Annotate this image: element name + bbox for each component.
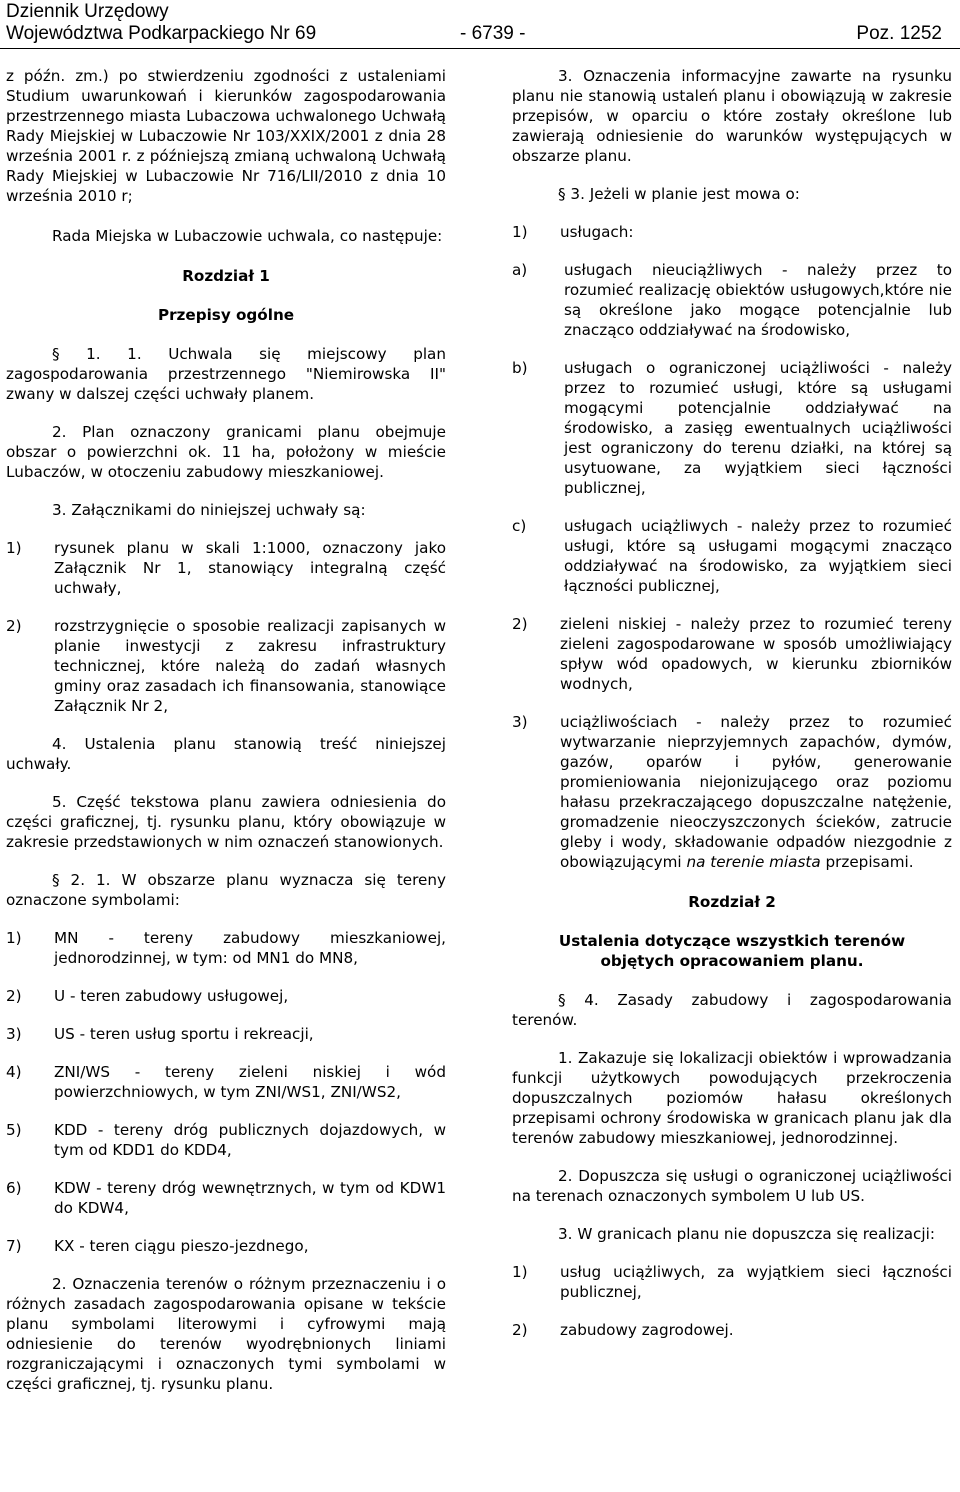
right-column — [512, 66, 952, 1340]
s4-p1: 1. Zakazuje się lokalizacji obiektów i wprowadzania funkcji użytkowych powodujących przekroczenia dopuszczalnych poziomów hałasu określonych przepisami ochrony środowiska w granicach planu jak dla terenów zabudowy mieszkaniowej, jednorodzinnej. — [512, 1049, 952, 1147]
s4-intro: § 4. Zasady zabudowy i zagospodarowania terenów. — [512, 991, 952, 1029]
intro-paragraph: z późn. zm.) po stwierdzeniu zgodności z ustaleniami Studium uwarunkowań i kierunków zagospodarowania przestrzennego miasta Lubaczowa uchwalonego Uchwałą Rady Miejskiej w Lubaczowie Nr 103/XXIX/2001 z dnia 28 września 2001 r. z późniejszą zmianą uchwaloną Uchwałą Rady Miejskiej w Lubaczowie Nr 716/LII/2010 z dnia 10 września 2010 r; — [6, 67, 446, 205]
resolution-clause: Rada Miejska w Lubaczowie uchwala, co następuje: — [52, 227, 443, 245]
s2-p1: § 2. 1. W obszarze planu wyznacza się tereny oznaczone symbolami: — [6, 871, 446, 909]
s2-p2: 2. Oznaczenia terenów o różnym przeznaczeniu i o różnych zasadach zagospodarowania opisane w tekście planu symbolami literowymi i cyfrowymi mają odniesienie do terenów wyodrębnionych liniami rozgraniczającymi i oznaczonych tymi symbolami w części graficznej, tj. rysunku planu. — [6, 1275, 446, 1393]
header-rule — [0, 48, 960, 49]
s1-p2: 2. Plan oznaczony granicami planu obejmuje obszar o powierzchni ok. 11 ha, położony w mieście Lubaczów, w otoczeniu zabudowy mieszkaniowej. — [6, 423, 446, 481]
list-item: 2) zabudowy zagrodowej. — [512, 1321, 734, 1339]
s1-p5: 5. Część tekstowa planu zawiera odniesienia do części graficznej, tj. rysunku planu, który obowiązuje w zakresie przedstawionych w nim oznaczeń stanowionych. — [6, 793, 446, 851]
s4-p3: 3. W granicach planu nie dopuszcza się realizacji: — [558, 1225, 935, 1243]
chapter-2-heading: Rozdział 2 — [688, 893, 776, 911]
journal-title: Dziennik Urzędowy — [6, 1, 169, 22]
s4-p2: 2. Dopuszcza się usługi o ograniczonej uciążliwości na terenach oznaczonych symbolem U lub US. — [512, 1167, 952, 1205]
list-item: 5) KDD - tereny dróg publicznych dojazdowych, w tym od KDD1 do KDD4, — [6, 1121, 446, 1159]
page-number: - 6739 - — [460, 23, 526, 44]
left-column — [6, 66, 446, 1394]
chapter-2-title: Ustalenia dotyczące wszystkich terenów objętych opracowaniem planu. — [558, 932, 906, 970]
list-item: c) usługach uciążliwych - należy przez to rozumieć usługi, które są usługami mogącymi znacząco oddziaływać na środowisko, za wyjątkiem sieci łączności publicznej, — [512, 517, 952, 595]
list-item: 1) MN - tereny zabudowy mieszkaniowej, jednorodzinnej, w tym: od MN1 do MN8, — [6, 929, 446, 967]
s1-p1: § 1. 1. Uchwala się miejscowy plan zagospodarowania przestrzennego "Niemirowska II" zwany w dalszej części uchwały planem. — [6, 345, 446, 403]
list-item: b) usługach o ograniczonej uciążliwości - należy przez to rozumieć usługi, które są usługami mogącymi potencjalnie oddziaływać na środowisko, a zasięg ewentualnych uciążliwości jest ograniczony do terenu działki, na której są usytuowane, za wyjątkiem sieci łączności publicznej, — [512, 359, 952, 497]
s1-p4: 4. Ustalenia planu stanowią treść niniejszej uchwały. — [6, 735, 446, 773]
list-item: 2) U - teren zabudowy usługowej, — [6, 987, 289, 1005]
list-item: 3) US - teren usług sportu i rekreacji, — [6, 1025, 314, 1043]
list-item: 6) KDW - tereny dróg wewnętrznych, w tym od KDW1 do KDW4, — [6, 1179, 446, 1217]
position-number: Poz. 1252 — [856, 23, 942, 44]
list-item: 7) KX - teren ciągu pieszo-jezdnego, — [6, 1237, 309, 1255]
list-item: 1) usług uciążliwych, za wyjątkiem sieci łączności publicznej, — [512, 1263, 952, 1301]
list-item: a) usługach nieuciążliwych - należy przez to rozumieć realizację obiektów usługowych,które nie są określone jako mogące potencjalnie lub znacząco oddziaływać na środowisko, — [512, 261, 952, 339]
chapter-1-heading: Rozdział 1 — [182, 267, 270, 285]
list-item: 1) usługach: — [512, 223, 634, 241]
list-item: 1) rysunek planu w skali 1:1000, oznaczony jako Załącznik Nr 1, stanowiący integralną część uchwały, — [6, 539, 446, 597]
s3-intro: § 3. Jeżeli w planie jest mowa o: — [558, 185, 800, 203]
list-item: 2) zieleni niskiej - należy przez to rozumieć tereny zieleni zagospodarowane w sposób umożliwiający spływ wód opadowych, w kierunku zbiorników wodnych, — [512, 615, 952, 693]
list-item: 2) rozstrzygnięcie o sposobie realizacji zapisanych w planie inwestycji z zakresu infrastruktury technicznej, które należą do zadań własnych gminy oraz zasadach ich finansowania, stanowiące Załącznik Nr 2, — [6, 617, 446, 715]
s2-p3: 3. Oznaczenia informacyjne zawarte na rysunku planu nie stanowią ustaleń planu i obowiązują w zakresie przepisów, w oparciu o które zostały określone lub zawierają odniesienie do warunków występujących w obszarze planu. — [512, 67, 952, 165]
s1-p3: 3. Załącznikami do niniejszej uchwały są: — [52, 501, 366, 519]
chapter-1-title: Przepisy ogólne — [157, 306, 295, 324]
list-item: 4) ZNI/WS - tereny zieleni niskiej i wód powierzchniowych, w tym ZNI/WS1, ZNI/WS2, — [6, 1063, 446, 1101]
list-item: 3) uciążliwościach - należy przez to rozumieć wytwarzanie nieprzyjemnych zapachów, dymów, gazów, oparów i pyłów, generowanie promieniowania niejonizującego oraz poziomu hałasu przekraczającego dopuszczalne natężenie, gromadzenie nieoczyszczonych ścieków, zatrucie gleby i wody, składowanie odpadów niezgodnie z obowiązującymi na terenie miasta przepisami. — [512, 713, 952, 871]
page-header — [0, 0, 960, 50]
journal-voivodeship: Województwa Podkarpackiego Nr 69 — [6, 23, 317, 44]
